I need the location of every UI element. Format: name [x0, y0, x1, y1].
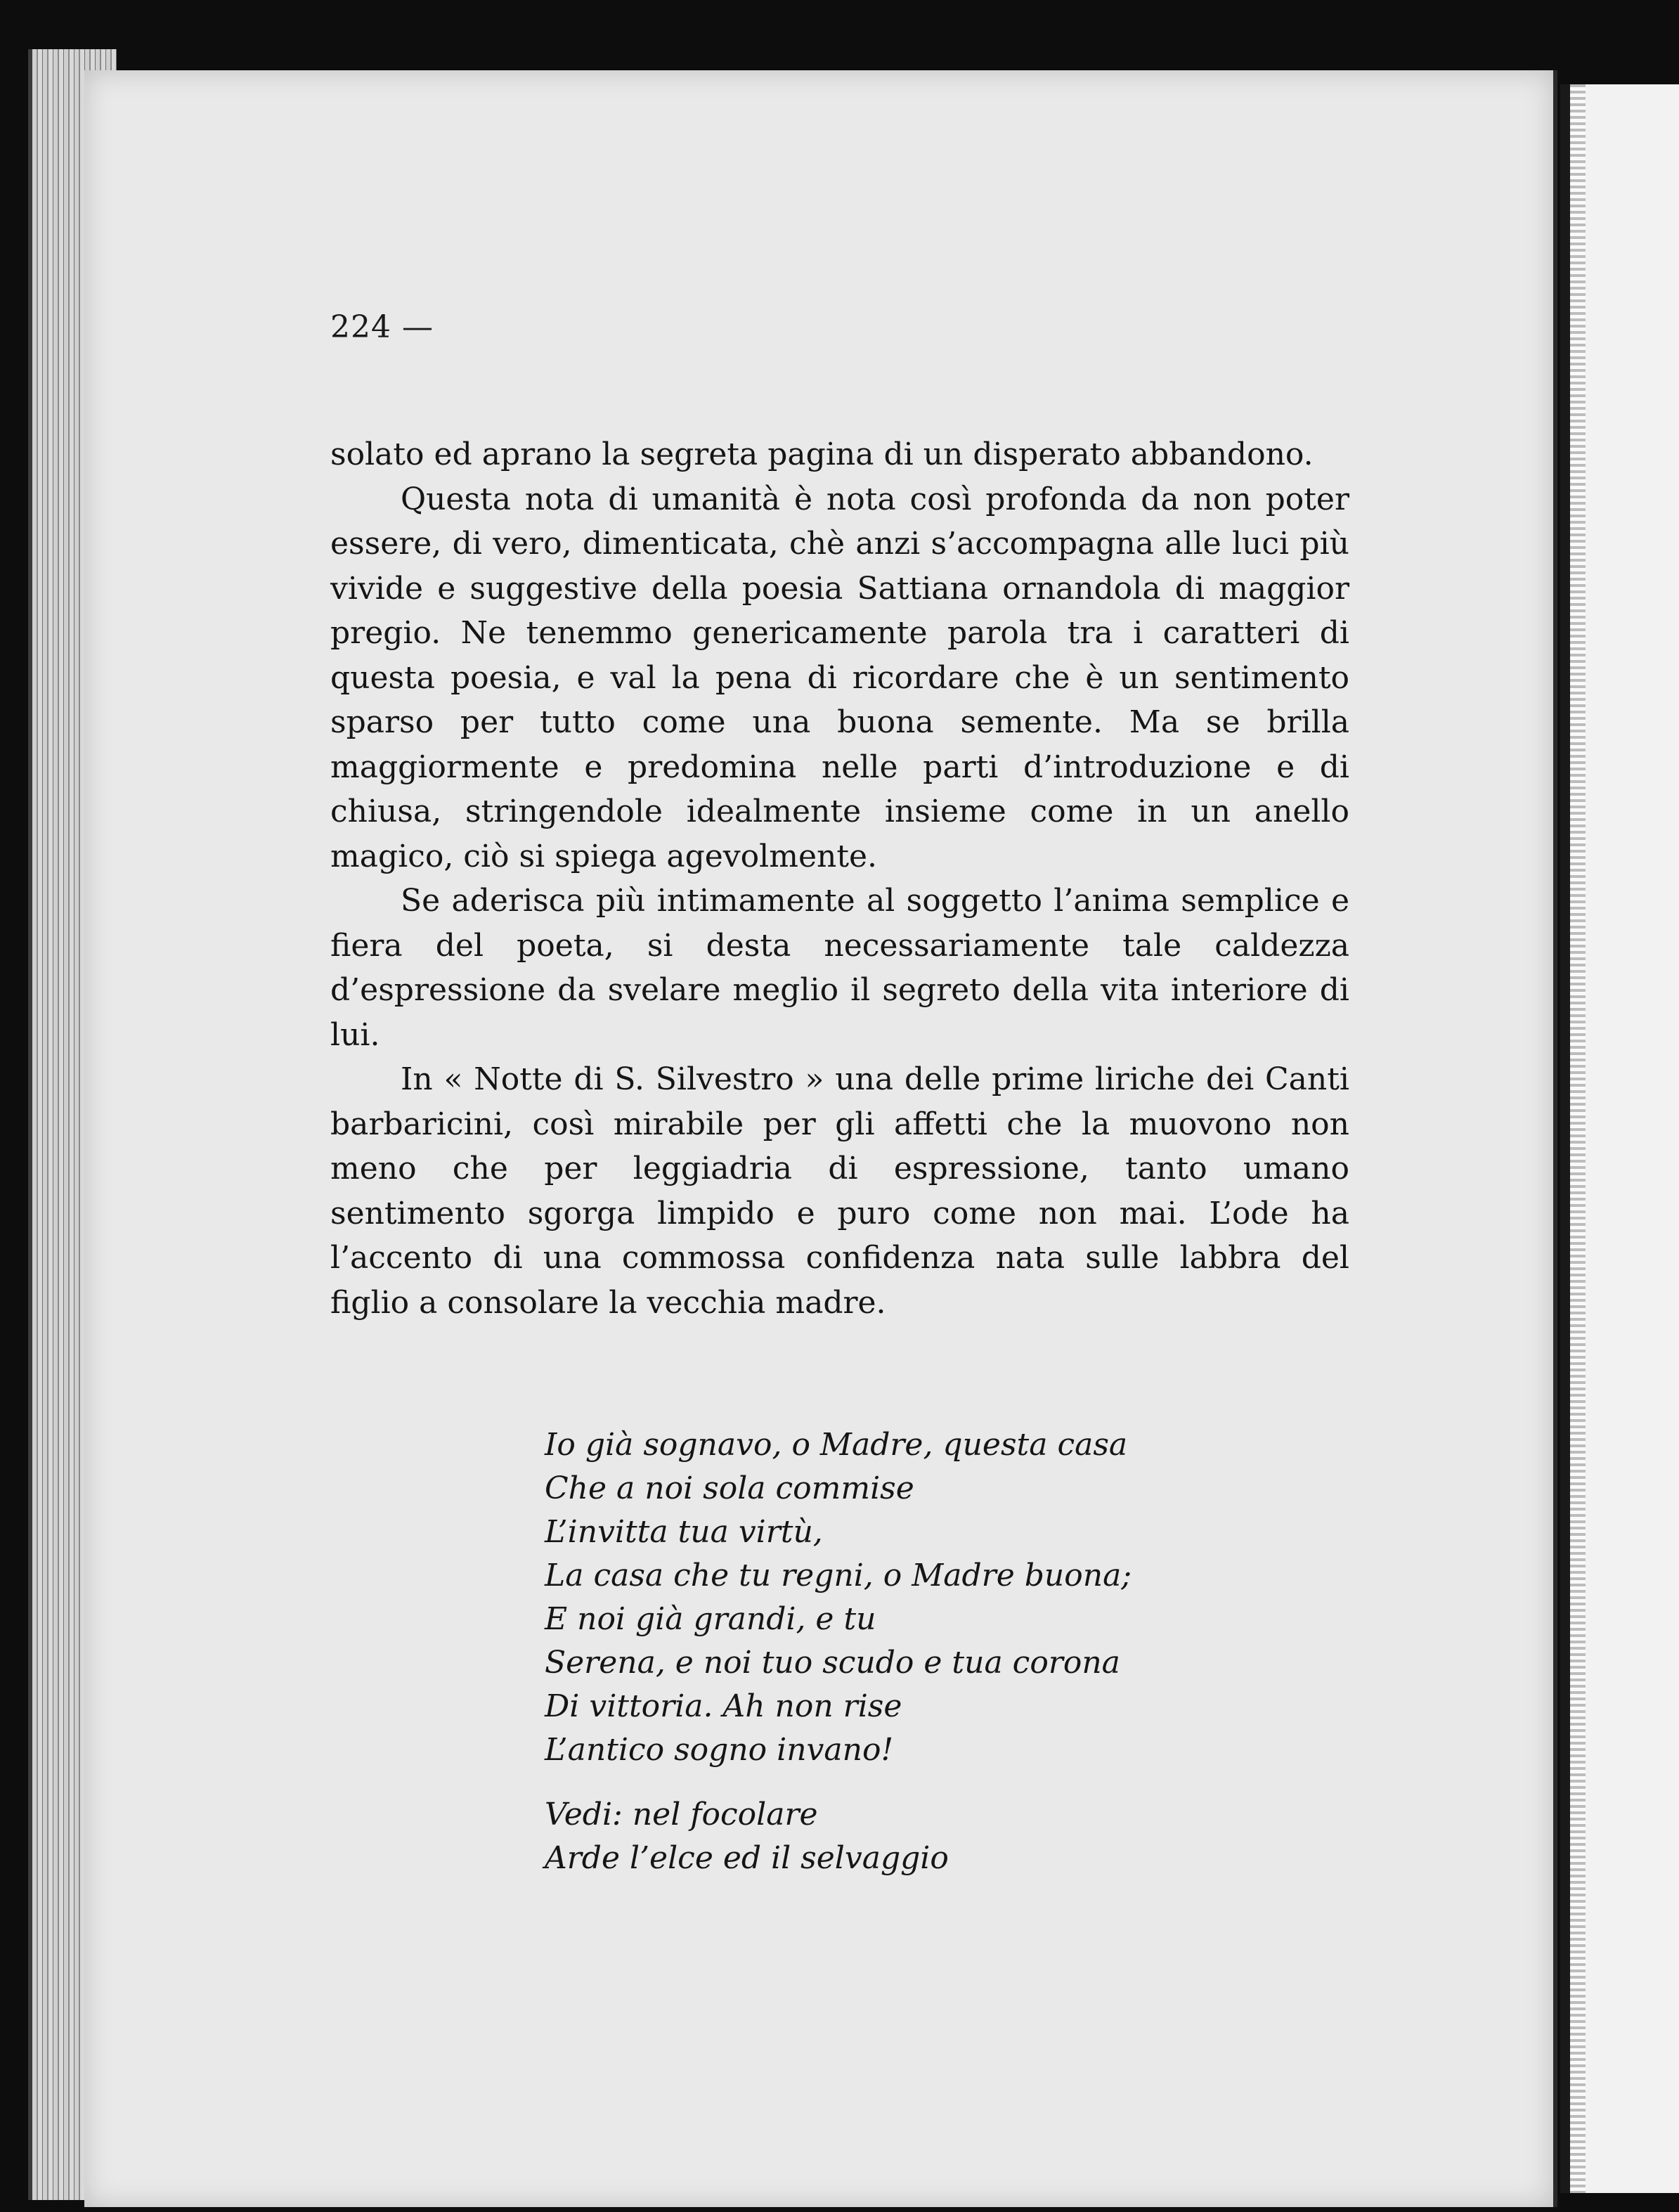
poem-line: L’antico sogno invano! [545, 1732, 894, 1768]
page-number: 224 — [330, 309, 434, 345]
poem-line: Arde l’elce ed il selvaggio [545, 1840, 949, 1876]
poem-stanza [545, 1423, 1132, 1772]
poem-stanza [545, 1793, 1132, 1880]
poem-line: E noi già grandi, e tu [545, 1601, 876, 1637]
poem-line: Che a noi sola commise [545, 1470, 914, 1506]
paragraph-continued: solato ed aprano la segreta pagina di un disperato abbandono. [330, 436, 1314, 472]
facing-page-edge [1560, 84, 1679, 2193]
paragraph: Questa nota di umanità è nota così profonda da non poter essere, di vero, dimenticata, chè anzi s’accompagna alle luci più vivide e suggestive della poesia Sattiana ornandola di maggior pregio. Ne tenemmo genericamente parola tra i caratteri di questa poesia, e val la pena di ricordare che è un sentimento sparso per tutto come una buona semente. Ma se brilla maggiormente e predomina nelle parti d’introduzione e di chiusa, stringendole idealmente insieme come in un anello magico, ciò si spiega agevolmente. [330, 481, 1349, 874]
poem-line: Io già sognavo, o Madre, questa casa [545, 1427, 1128, 1463]
poem-line: Di vittoria. Ah non rise [545, 1688, 902, 1724]
poem-line: La casa che tu regni, o Madre buona; [545, 1558, 1132, 1593]
paragraph: In « Notte di S. Silvestro » una delle prime liriche dei Canti barbaricini, così mirabile per gli affetti che la muovono non meno che per leggiadria di espressione, tanto umano sentimento sgorga limpido e puro come non mai. L’ode ha l’accento di una commossa confidenza nata sulle labbra del figlio a consolare la vecchia madre. [330, 1061, 1349, 1321]
poem-line: Serena, e noi tuo scudo e tua corona [545, 1645, 1120, 1681]
poem-line: Vedi: nel focolare [545, 1797, 818, 1832]
body-text [330, 432, 1349, 1325]
poem-quotation [545, 1423, 1132, 1901]
paragraph: Se aderisca più intimamente al soggetto l’anima semplice e fiera del poeta, si desta necessariamente tale caldezza d’espressione da svelare meglio il segreto della vita interiore di lui. [330, 883, 1349, 1053]
poem-line: L’invitta tua virtù, [545, 1514, 823, 1550]
